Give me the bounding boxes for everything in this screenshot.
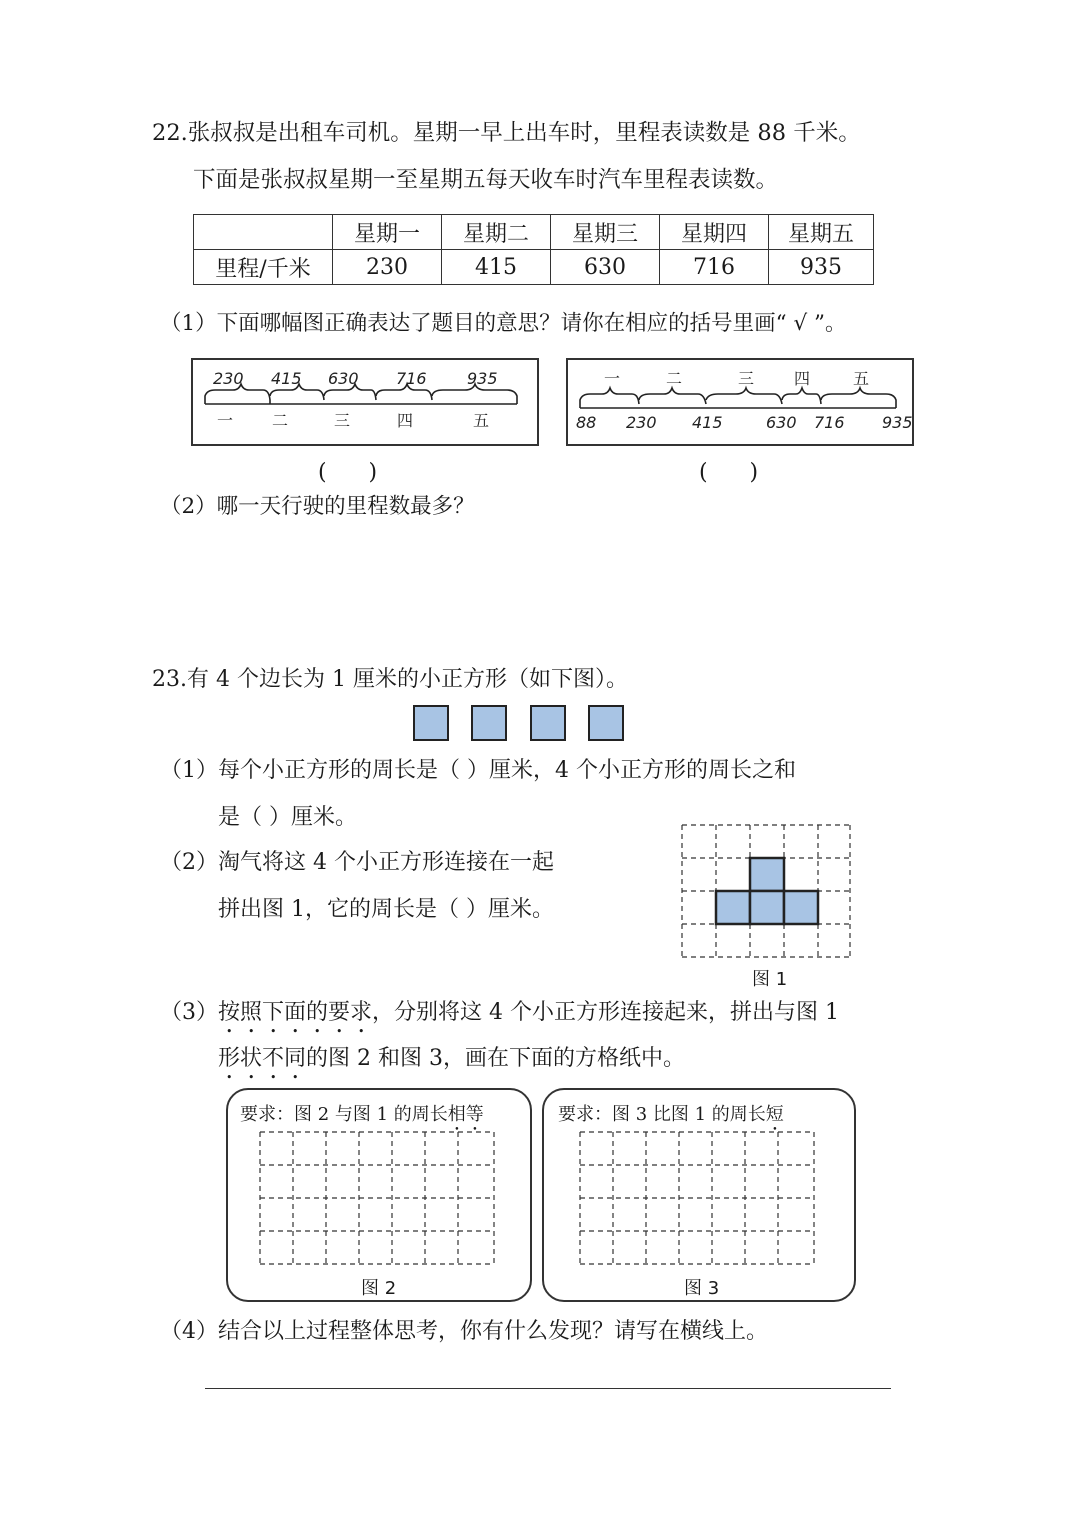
diagram-a-bottom-label: 一 [217,411,234,430]
diagram-a-drawing [193,360,537,444]
diagram-b-bottom-label: 415 [692,413,723,432]
diagram-a-bottom-label: 四 [397,411,414,430]
q23-sub3-rest: 的图 2 和图 3，画在下面的方格纸中。 [306,1046,685,1071]
q23-sub3-line1 [160,1000,839,1038]
requirement-text-2-main: 要求：图 2 与图 1 的周长 [240,1104,448,1125]
diagram-a-top-label: 230 [213,369,244,388]
diagram-b-bottom-label: 88 [576,413,597,432]
requirement-text-3-main: 要求：图 3 比图 1 的周长 [558,1104,766,1125]
table-corner-cell [194,215,333,250]
diagram-a-bottom-label: 五 [473,411,490,430]
table-cell: 415 [442,250,551,285]
diagram-a [191,358,539,446]
q22-line2: 下面是张叔叔星期一至星期五每天收车时汽车里程表读数。 [193,167,779,193]
q22-line1: 22.张叔叔是出租车司机。星期一早上出车时，里程表读数是 88 千米。 [152,120,861,146]
diagram-a-top-label: 415 [271,369,302,388]
unit-square [471,705,507,741]
figure-1-label: 图 1 [752,969,788,990]
figure-3-label: 图 3 [684,1278,720,1299]
figure-1-square [750,891,784,924]
q23-sub1-line2: 是（ ）厘米。 [218,805,357,830]
diagram-b-top-label: 四 [794,369,811,388]
grid-paper-figure-3[interactable] [578,1130,818,1270]
diagram-b-top-label: 一 [604,369,621,388]
diagram-a-top-label: 630 [328,369,359,388]
figure-1-square [784,891,818,924]
requirement-text-3-emphasis: 短 [765,1104,784,1125]
table-header-cell: 星期四 [660,215,769,250]
q23-sub4: （4）结合以上过程整体思考，你有什么发现？请写在横线上。 [160,1319,768,1344]
table-cell: 716 [660,250,769,285]
diagram-b [566,358,914,446]
table-header-cell: 星期五 [769,215,874,250]
q23-sub1-line1: （1）每个小正方形的周长是（ ）厘米，4 个小正方形的周长之和 [160,758,796,783]
diagram-a-bottom-label: 二 [272,411,289,430]
answer-line[interactable] [205,1388,891,1389]
answer-paren-a[interactable]: ( ) [318,460,378,485]
diagram-a-top-label: 935 [467,369,498,388]
figure-1-square [716,891,750,924]
diagram-b-bottom-label: 230 [626,413,657,432]
unit-square [530,705,566,741]
table-header-cell: 星期一 [333,215,442,250]
diagram-b-braces [580,388,896,408]
diagram-b-drawing [568,360,912,444]
q22-sub2: （2）哪一天行驶的里程数最多？ [160,494,475,519]
grid-paper-figure-2[interactable] [258,1130,498,1270]
diagram-a-top-label: 716 [396,369,427,388]
figure-1-square [750,858,784,891]
diagram-b-bottom-label: 630 [766,413,797,432]
mileage-table [193,214,874,285]
diagram-a-bottom-label: 三 [334,411,351,430]
q23-sub2-line1: （2）淘气将这 4 个小正方形连接在一起 [160,850,554,875]
q23-sub2-line2: 拼出图 1，它的周长是（ ）厘米。 [218,897,554,922]
q23-sub3-middle: ，分别将这 4 个小正方形连接起来，拼出与图 1 [372,1000,839,1025]
figure-2-label: 图 2 [361,1278,397,1299]
table-header-cell: 星期三 [551,215,660,250]
requirement-box-figure-2 [226,1088,532,1302]
table-cell: 935 [769,250,874,285]
diagram-b-bottom-label: 935 [882,413,912,432]
table-row [194,215,874,250]
table-header-cell: 星期二 [442,215,551,250]
q23-sub3-emphasis-2: 形状不同 [218,1046,307,1071]
diagram-b-top-label: 五 [853,369,870,388]
q23-sub3-emphasis-1: 按照下面的要求 [218,1000,373,1025]
table-cell: 230 [333,250,442,285]
figure-1-grid [680,823,852,963]
diagram-b-top-label: 二 [666,369,683,388]
table-cell: 630 [551,250,660,285]
table-row-header: 里程/千米 [194,250,333,285]
q22-sub1: （1）下面哪幅图正确表达了题目的意思？请你在相应的括号里画“ √ ”。 [160,311,847,336]
table-row [194,250,874,285]
q23-sub3-prefix: （3） [160,1000,218,1025]
unit-square [588,705,624,741]
unit-square [413,705,449,741]
diagram-b-bottom-label: 716 [814,413,845,432]
diagram-b-top-label: 三 [738,369,755,388]
q23-sub3-line2 [218,1046,685,1084]
requirement-box-figure-3 [542,1088,856,1302]
requirement-text-2-emphasis: 相等 [447,1104,484,1125]
answer-paren-b[interactable]: ( ) [699,460,759,485]
q23-line1: 23.有 4 个边长为 1 厘米的小正方形（如下图）。 [152,667,628,692]
